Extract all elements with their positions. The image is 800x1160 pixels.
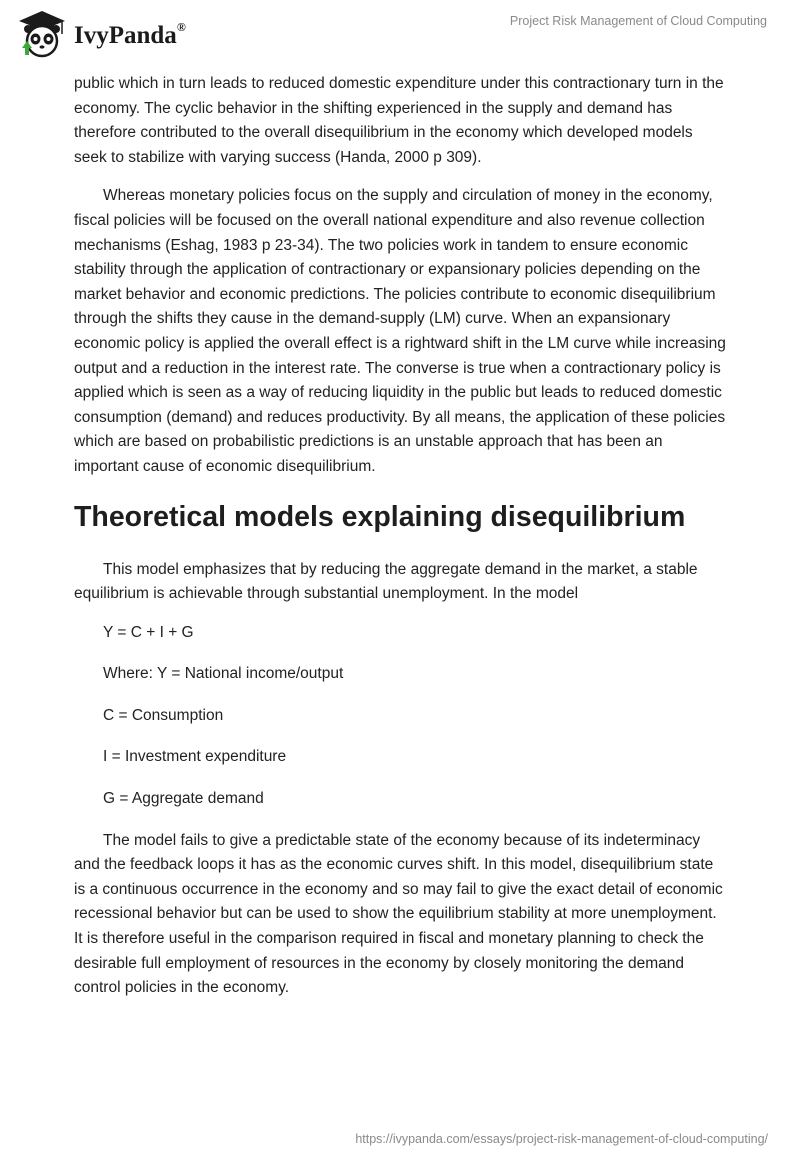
definition-g: G = Aggregate demand — [103, 790, 264, 808]
definition-y: Where: Y = National income/output — [103, 665, 344, 683]
document-title: Project Risk Management of Cloud Computing — [509, 14, 767, 28]
definition-i: I = Investment expenditure — [103, 748, 287, 766]
paragraph: This model emphasizes that by reducing the aggregate demand in the market, a stable equilibrium is achievable through substantial unemployment. In the model — [74, 560, 698, 603]
brand-name: IvyPanda® — [74, 20, 186, 49]
section-heading: Theoretical models explaining disequilibrium — [74, 500, 686, 533]
paragraph: The model fails to give a predictable state of the economy because of its indeterminacy and the feedback loops it has as the economic curves shift. In this model, disequilibrium state is a continuous occurrence in the economy and so may fail to give the exact detail of economic recessional behavior but can be used to show the equilibrium stability at more unemployment. It is therefore useful in the comparison required in fiscal and monetary planning to check the desirable full employment of resources in the economy by closely monitoring the demand control policies in the economy. — [74, 831, 723, 997]
essay-body — [74, 72, 726, 1015]
page-header — [0, 0, 800, 70]
equation: Y = C + I + G — [103, 623, 194, 641]
paragraph: Whereas monetary policies focus on the supply and circulation of money in the economy, fiscal policies will be focused on the overall national expenditure and also revenue collection mechanisms (Eshag, 1983 p 23-34). The two policies work in tandem to ensure economic stability through the application of contractionary or expansionary policies depending on the market behavior and economic predictions. The policies contribute to economic disequilibrium through the shifts they cause in the demand-supply (LM) curve. When an expansionary economic policy is applied the overall effect is a rightward shift in the LM curve while increasing output and a reduction in the interest rate. The converse is true when a contractionary policy is applied which is seen as a way of reducing liquidity in the public but leads to reduced domestic consumption (demand) and reduces productivity. By all means, the application of these policies which are based on probabilistic predictions is an unstable approach that has been an important cause of economic disequilibrium. — [74, 187, 726, 475]
ivypanda-logo[interactable] — [16, 8, 186, 60]
definition-c: C = Consumption — [103, 706, 224, 724]
panda-graduate-icon — [16, 8, 68, 60]
source-url[interactable]: https://ivypanda.com/essays/project-risk-management-of-cloud-computing/ — [355, 1132, 768, 1146]
paragraph: public which in turn leads to reduced domestic expenditure under this contractionary turn in the economy. The cyclic behavior in the shifting experienced in the supply and demand has therefore contributed to the overall disequilibrium in the economy which developed models seek to stabilize with varying success (Handa, 2000 p 309). — [74, 75, 724, 166]
